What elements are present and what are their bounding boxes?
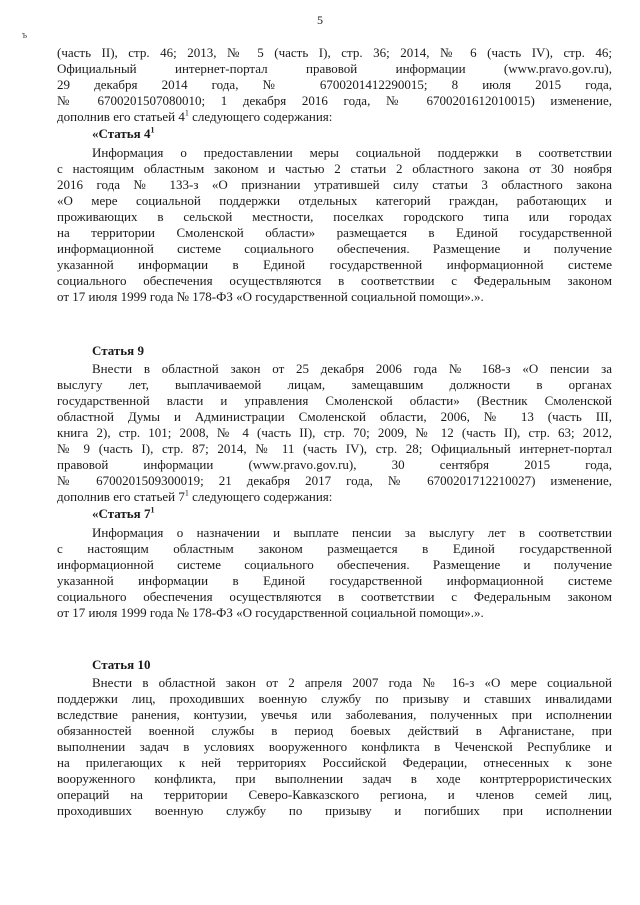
body-line: с настоящим областным законом и частью 2 статьи 2 областного закона от 30 ноября [57, 161, 612, 176]
page-number: 5 [317, 13, 323, 27]
body-line: 2016 года № 133-з «О признании утратившей силу статьи 3 областного закона [57, 177, 612, 192]
margin-mark: ъ [22, 30, 28, 41]
body-line: вооруженного конфликта, при выполнении задач в ходе контртеррористических [57, 771, 612, 786]
body-line [57, 109, 612, 125]
body-line: от 17 июля 1999 года № 178-ФЗ «О государственной социальной помощи».». [57, 605, 484, 620]
body-line: проживающих в сельской местности, поселках городского типа или городах [57, 209, 612, 224]
body-line: Официальный интернет-портал правовой информации (www.pravo.gov.ru), [57, 61, 612, 76]
body-line: «О мере социальной поддержки отдельных категорий граждан, работающих и [57, 193, 612, 208]
body-line: информационной системе социального обеспечения. Размещение и получение [57, 241, 612, 256]
body-line: на территории Смоленской области» размещается в Единой государственной [57, 225, 612, 240]
body-line: социального обеспечения осуществляются в соответствии с Федеральным законом [57, 273, 612, 288]
body-line: поддержки лиц, проходивших военную службу по призыву и ставших инвалидами [57, 691, 612, 706]
body-line: книга 2), стр. 101; 2008, № 4 (часть II), стр. 70; 2009, № 12 (часть II), стр. 63; 2012, [57, 425, 612, 440]
superscript: 1 [184, 488, 189, 498]
body-line: № 6700201507080010; 1 декабря 2016 года, № 6700201612010015) изменение, [57, 93, 612, 108]
body-text: следующего содержания: [188, 109, 333, 124]
body-line: на прилегающих к ней территориях Российской Федерации, отнесенных к зоне [57, 755, 612, 770]
body-line: социального обеспечения осуществляются в соответствии с Федеральным законом [57, 589, 612, 604]
article-title-text: «Статья 4 [92, 126, 151, 141]
body-text: дополнив его статьей 7 [57, 489, 185, 504]
article-title-text: «Статья 7 [92, 506, 151, 521]
body-line: № 9 (часть I), стр. 87; 2014, № 11 (часть IV), стр. 28; Официальный интернет-портал [57, 441, 612, 456]
article-heading: Статья 9 [92, 343, 144, 358]
body-line: № 6700201509300019; 21 декабря 2017 года, № 6700201712210027) изменение, [57, 473, 612, 488]
article-title [92, 506, 292, 522]
body-line: обязанностей военной службы в период боевых действий в Афганистане, при [57, 723, 612, 738]
body-line: от 17 июля 1999 года № 178-ФЗ «О государственной социальной помощи».». [57, 289, 484, 304]
body-line: указанной информации в Единой государственной информационной системе [57, 573, 612, 588]
body-line: информационной системе социального обеспечения. Размещение и получение [57, 557, 612, 572]
body-line: областной Думы и Администрации Смоленской области, 2006, № 13 (часть III, [57, 409, 612, 424]
body-line: 29 декабря 2014 года, № 6700201412290015; 8 июля 2015 года, [57, 77, 612, 92]
body-line: правовой информации (www.pravo.gov.ru), 30 сентября 2015 года, [57, 457, 612, 472]
body-line: операций на территории Северо-Кавказского региона, и членов семей лиц, [57, 787, 612, 802]
body-line: Информация о назначении и выплате пенсии за выслугу лет в соответствии [92, 525, 612, 540]
body-line: вследствие ранения, контузии, увечья или заболевания, полученных при исполнении [57, 707, 612, 722]
body-line: проходивших военную службу по призыву и погибших при исполнении [57, 803, 612, 818]
body-line: с настоящим областным законом размещается в Единой государственной [57, 541, 612, 556]
body-line: указанной информации в Единой государственной информационной системе [57, 257, 612, 272]
body-line: выслугу лет, выплачиваемой лицам, замещавшим должности в органах [57, 377, 612, 392]
body-line: выполнении задач в условиях вооруженного конфликта в Чеченской Республике и [57, 739, 612, 754]
body-line: Внести в областной закон от 25 декабря 2006 года № 168-з «О пенсии за [92, 361, 612, 376]
body-line: Внести в областной закон от 2 апреля 2007 года № 16-з «О мере социальной [92, 675, 612, 690]
body-line: государственной власти и управления Смоленской области» (Вестник Смоленской [57, 393, 612, 408]
body-text: дополнив его статьей 4 [57, 109, 185, 124]
article-title [92, 126, 292, 142]
superscript: 1 [150, 505, 155, 515]
article-heading: Статья 10 [92, 657, 151, 672]
superscript: 1 [150, 125, 155, 135]
body-text: следующего содержания: [188, 489, 333, 504]
superscript: 1 [184, 108, 189, 118]
body-line: Информация о предоставлении меры социальной поддержки в соответствии [92, 145, 612, 160]
body-line: (часть II), стр. 46; 2013, № 5 (часть I), стр. 36; 2014, № 6 (часть IV), стр. 46; [57, 45, 612, 60]
body-line [57, 489, 612, 505]
